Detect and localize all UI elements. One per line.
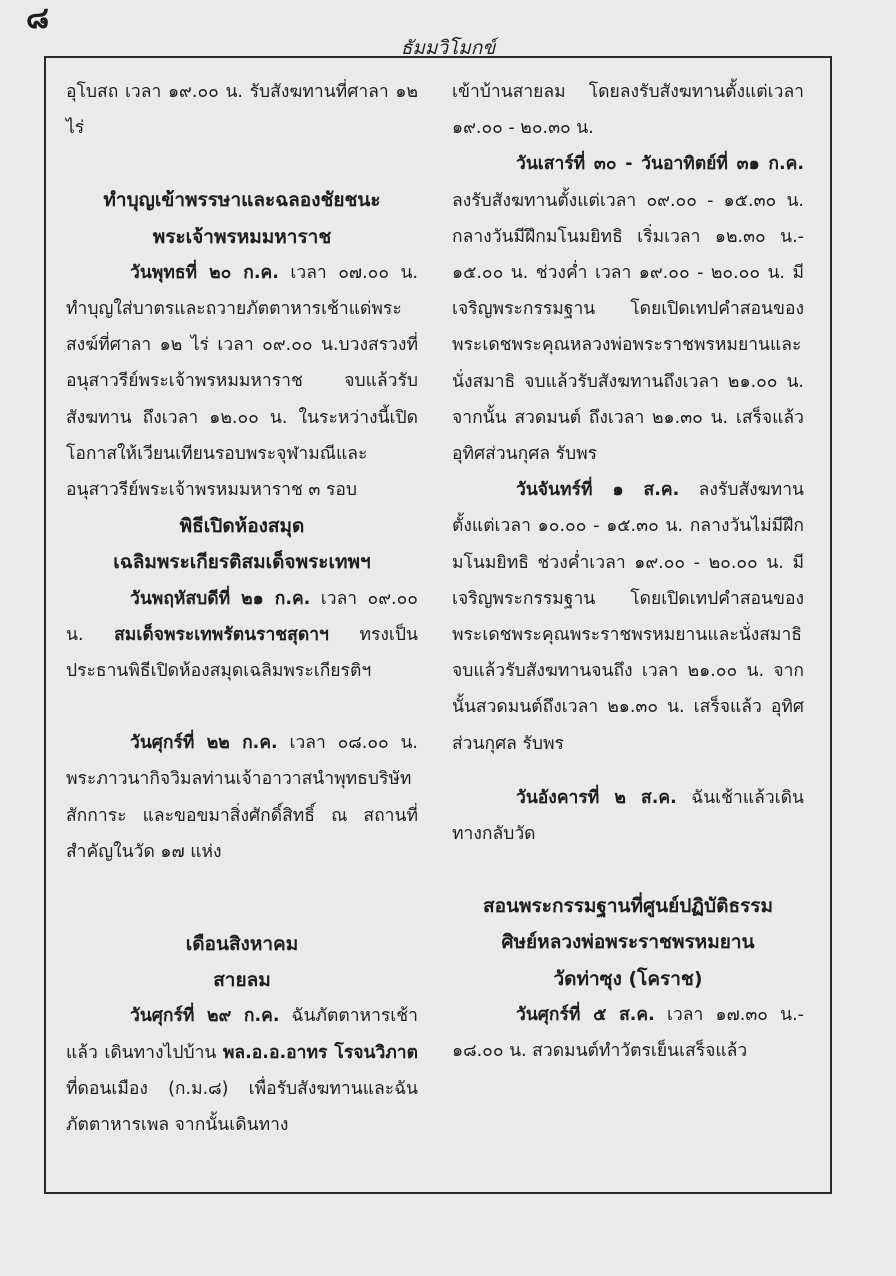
paragraph — [66, 581, 418, 690]
paragraph-text: เวลา ๐๙.๐๐ น. — [66, 588, 418, 645]
paragraph-text: ที่ดอนเมือง (ก.ม.๘) เพื่อรับสังฆทานและฉันภัตตาหารเพล จากนั้นเดินทาง — [66, 1078, 418, 1136]
paragraph-text: ฉันภัตตาหารเช้าแล้ว เดินทางไปบ้าน — [66, 1006, 418, 1063]
paragraph — [452, 146, 804, 472]
paragraph-text: เวลา ๑๗.๓๐ น.- ๑๘.๐๐ น. สวดมนต์ทำวัตรเย็นเสร็จแล้ว — [452, 1004, 804, 1062]
paragraph — [66, 998, 418, 1143]
paragraph-text: ลงรับสังฆทานตั้งแต่เวลา ๑๐.๐๐ - ๑๕.๓๐ น. กลางวันไม่มีฝึกมโนมยิทธิ ช่วงค่ำเวลา ๑๙.๐๐ - ๒๐.๐๐ น. มีเจริญพระกรรมฐาน โดยเปิดเทปคำสอนของพระเดชพระคุณพระราชพรหมยานและนั่งสมาธิ จบแล้วรับสังฆทานจนถึง เวลา ๒๑.๐๐ น. จากนั้นสวดมนต์ถึงเวลา ๒๑.๓๐ น. เสร็จแล้ว อุทิศส่วนกุศล รับพร — [452, 480, 804, 754]
paragraph-text: เวลา ๐๘.๐๐ น. พระภาวนากิจวิมลท่านเจ้าอาวาสนำพุทธบริษัทสักการะ และขอขมาสิ่งศักดิ์สิทธิ์ ณ สถานที่สำคัญในวัด ๑๗ แห่ง — [66, 733, 418, 862]
running-header: ธัมมวิโมกข์ — [400, 37, 496, 59]
section-heading: สายลม — [213, 969, 271, 992]
date-label: วันอังคารที่ ๒ ส.ค. — [516, 787, 677, 808]
paragraph-text: ทรงเป็นประธานพิธีเปิดห้องสมุดเฉลิมพระเกียรติฯ — [66, 624, 418, 682]
right-column — [452, 74, 804, 1069]
section-heading: พิธีเปิดห้องสมุด — [179, 515, 305, 538]
section-heading: เดือนสิงหาคม — [185, 933, 299, 956]
person-name: พล.อ.อ.อาทร โรจนวิภาต — [222, 1042, 418, 1063]
date-label: วันจันทร์ที่ ๑ ส.ค. — [516, 480, 680, 501]
date-label: วันศุกร์ที่ ๕ ส.ค. — [516, 1004, 655, 1025]
date-label: วันพุทธที่ ๒๐ ก.ค. — [130, 262, 279, 283]
paragraph — [66, 725, 418, 870]
page-number: ๘ — [26, 1, 50, 36]
paragraph — [452, 997, 804, 1069]
date-label: วันศุกร์ที่ ๒๙ ก.ค. — [130, 1006, 280, 1027]
section-heading: วัดท่าซุง (โคราช) — [553, 967, 703, 990]
date-label: วันศุกร์ที่ ๒๒ ก.ค. — [130, 733, 278, 754]
paragraph-text: ฉันเช้าแล้วเดินทางกลับวัด — [452, 787, 804, 845]
paragraph — [452, 780, 804, 852]
section-heading: พระเจ้าพรหมมหาราช — [152, 225, 332, 248]
left-column — [66, 74, 418, 1143]
date-label: วันพฤหัสบดีที่ ๒๑ ก.ค. — [130, 588, 311, 609]
paragraph — [66, 255, 418, 508]
paragraph-text: ลงรับสังฆทานตั้งแต่เวลา ๐๙.๐๐ - ๑๕.๓๐ น. กลางวันมีฝึกมโนมยิทธิ เริ่มเวลา ๑๒.๓๐ น.- ๑๕.๐๐ น. ช่วงค่ำ เวลา ๑๙.๐๐ - ๒๐.๐๐ น. มีเจริญพระกรรมฐาน โดยเปิดเทปคำสอนของพระเดชพระคุณหลวงพ่อพระราชพรหมยานและนั่งสมาธิ จบแล้วรับสังฆทานถึงเวลา ๒๑.๐๐ น. จากนั้น สวดมนต์ ถึงเวลา ๒๑.๓๐ น. เสร็จแล้ว อุทิศส่วนกุศล รับพร — [452, 190, 804, 465]
person-name: สมเด็จพระเทพรัตนราชสุดาฯ — [114, 624, 329, 645]
section-heading: ศิษย์หลวงพ่อพระราชพรหมยาน — [501, 931, 755, 954]
paragraph-text: เวลา ๐๗.๐๐ น. ทำบุญใส่บาตรและถวายภัตตาหารเช้าแด่พระสงฆ์ที่ศาลา ๑๒ ไร่ เวลา ๐๙.๐๐ น.บวงสรวงที่อนุสาวรีย์พระเจ้าพรหมมหาราช จบแล้วรับสังฆทาน ถึงเวลา ๑๒.๐๐ น. ในระหว่างนี้เปิดโอกาสให้เวียนเทียนรอบพระจุฬามณีและอนุสาวรีย์พระเจ้าพรหมมหาราช ๓ รอบ — [66, 262, 419, 501]
section-heading: ทำบุญเข้าพรรษาและฉลองชัยชนะ — [103, 189, 381, 212]
section-heading: สอนพระกรรมฐานที่ศูนย์ปฏิบัติธรรม — [483, 895, 773, 918]
paragraph: เข้าบ้านสายลม โดยลงรับสังฆทานตั้งแต่เวลา ๑๙.๐๐ - ๒๐.๓๐ น. — [452, 82, 804, 139]
paragraph: อุโบสถ เวลา ๑๙.๐๐ น. รับสังฆทานที่ศาลา ๑๒ ไร่ — [66, 82, 418, 139]
paragraph — [452, 472, 804, 762]
section-heading: เฉลิมพระเกียรติสมเด็จพระเทพฯ — [113, 551, 371, 574]
date-label: วันเสาร์ที่ ๓๐ - วันอาทิตย์ที่ ๓๑ ก.ค. — [516, 154, 804, 175]
